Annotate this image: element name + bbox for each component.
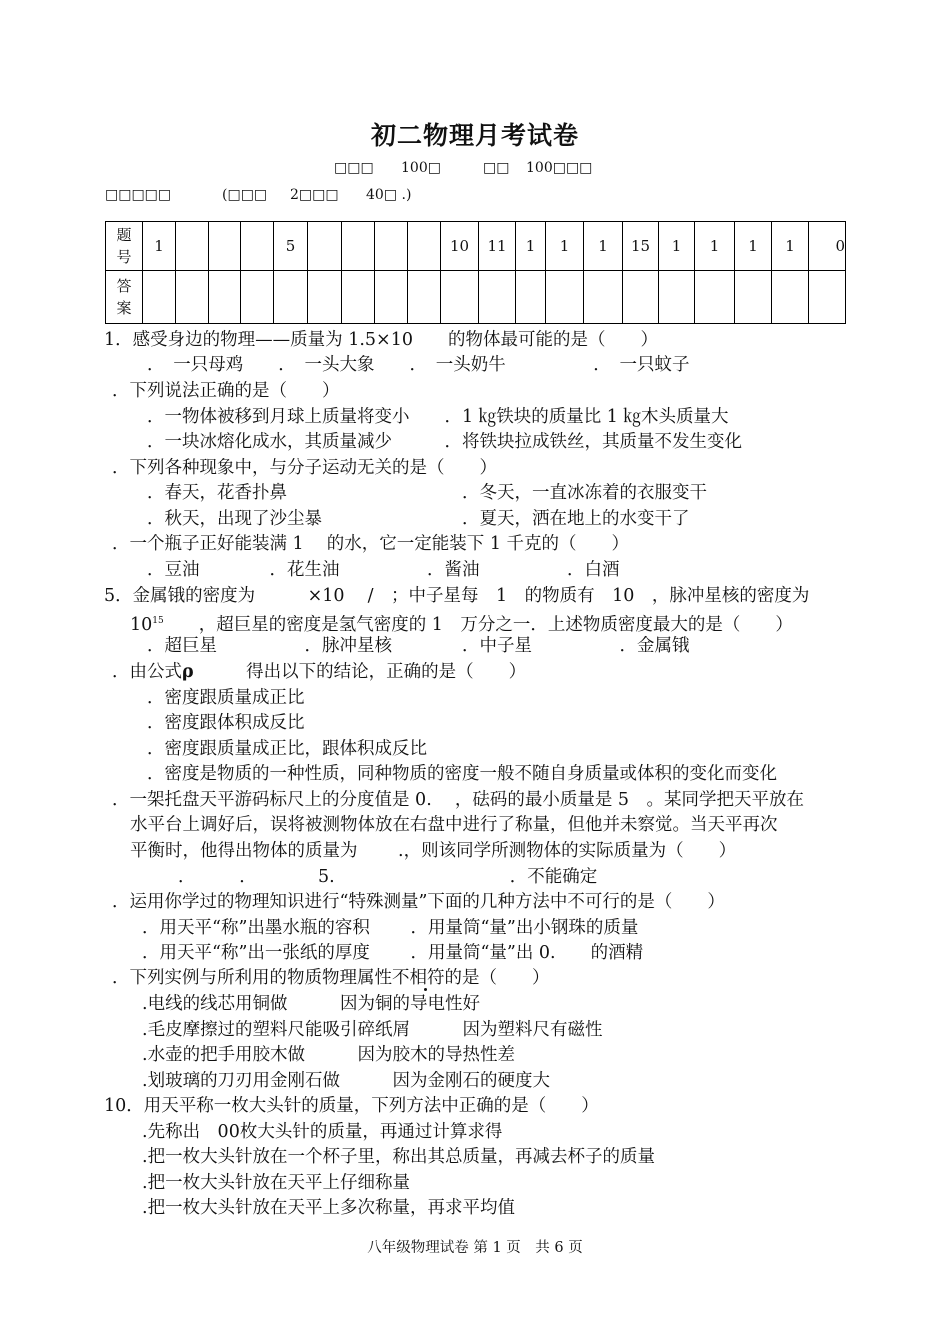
answer-cell[interactable] [209,271,241,324]
question-3-option-line-1: ．春天，花香扑鼻 ．冬天，一直冰冻着的衣服变干 [147,483,707,503]
question-4-stem: ．一个瓶子正好能装满 1 的水，它一定能装下 1 千克的（ ） [112,534,630,554]
answer-cell[interactable] [623,271,659,324]
answer-cell[interactable] [772,271,809,324]
question-number-cell [209,222,241,271]
question-number-cell: 15 [623,222,659,271]
question-2-option-line-2: ．一块冰熔化成水，其质量减少 ．将铁块拉成铁丝，其质量不发生变化 [147,432,742,452]
answer-header: 答 案 [106,271,143,324]
answer-cell[interactable] [342,271,375,324]
question-8-stem: ．运用你学过的物理知识进行“特殊测量”下面的几种方法中不可行的是（ ） [112,892,725,912]
question-10-option-c: .把一枚大头针放在天平上仔细称量 [142,1173,411,1193]
question-2-option-line-1: ．一物体被移到月球上质量将变小 ．1 ㎏铁块的质量比 1 ㎏木头质量大 [147,407,729,427]
question-number-cell: 5 [274,222,308,271]
question-number-cell [308,222,342,271]
question-6-option-c: ．密度跟质量成正比，跟体积成反比 [147,739,427,759]
question-number-cell: 1 [695,222,735,271]
question-5-options: ．超巨星 ．脉冲星核 ．中子星 ．金属锇 [147,636,690,656]
question-number-cell: 0 [809,222,846,271]
question-number-cell: 1 [772,222,809,271]
answer-cell[interactable] [584,271,623,324]
question-number-cell [408,222,441,271]
section-note-b: 2□□□ [290,187,339,203]
answer-cell[interactable] [441,271,479,324]
answer-cell[interactable] [695,271,735,324]
question-4-options: ．豆油 ．花生油 ．酱油 ．白酒 [147,560,620,580]
question-number-cell: 1 [735,222,772,271]
question-9-option-a: .电线的线芯用铜做 因为铜的导电性好 [142,994,481,1014]
question-number-cell [176,222,209,271]
section-note-a: (□□□ [222,187,268,203]
answer-cell[interactable] [479,271,516,324]
question-6-option-a: ．密度跟质量成正比 [147,688,305,708]
question-3-option-line-2: ．秋天，出现了沙尘暴 ．夏天，洒在地上的水变干了 [147,509,690,529]
question-number-cell: 1 [546,222,584,271]
rho-symbol: ρ [182,662,194,682]
question-number-header: 题 号 [106,222,143,271]
emphasis-dot [424,988,427,991]
question-7-line-3: 平衡时，他得出物体的质量为 .，则该同学所测物体的实际质量为（ ） [130,841,737,861]
question-number-cell: 1 [659,222,695,271]
answer-cell[interactable] [735,271,772,324]
question-1-stem: 1．感受身边的物理——质量为 1.5×10 的物体最可能的是（ ） [104,330,658,350]
exam-meta-c: □□ [483,160,510,176]
question-2-stem: ．下列说法正确的是（ ） [112,381,340,401]
question-10-option-d: .把一枚大头针放在天平上多次称量，再求平均值 [142,1198,516,1218]
question-10-option-a: .先称出 00枚大头针的质量，再通过计算求得 [142,1122,503,1142]
question-5-line-2: $10^{15}$ ，超巨星的密度是氢气密度的 1 万分之一．上述物质密度最大的是（ ） [130,614,793,635]
answer-cell[interactable] [408,271,441,324]
answer-cell[interactable] [176,271,209,324]
question-6-stem: ．由公式ρ 得出以下的结论，正确的是（ ） [112,662,527,682]
question-1-options: ． 一只母鸡 ． 一头大象 ． 一头奶牛 ． 一只蚊子 [147,355,690,375]
question-8-option-line-2: ．用天平“称”出一张纸的厚度 ．用量筒“量”出 0. 的酒精 [142,943,644,963]
page-footer: 八年级物理试卷 第 1 页 共 6 页 [367,1240,583,1256]
exam-meta-d: 100□□□ [526,160,593,176]
answer-cell[interactable] [375,271,408,324]
answer-cell[interactable] [546,271,584,324]
page-title: 初二物理月考试卷 [370,121,579,150]
question-number-cell: 10 [441,222,479,271]
question-8-option-line-1: ．用天平“称”出墨水瓶的容积 ．用量筒“量”出小钢珠的质量 [142,918,639,938]
question-7-line-2: 水平台上调好后，误将被测物体放在右盘中进行了称量，但他并未察觉。当天平再次 [130,815,778,835]
section-label: □□□□□ [105,187,172,203]
answer-table-answer-row [106,271,846,324]
exam-meta-a: □□□ [334,160,374,176]
answer-cell[interactable] [308,271,342,324]
question-number-cell: 11 [479,222,516,271]
question-10-option-b: .把一枚大头针放在一个杯子里，称出其总质量，再减去杯子的质量 [142,1147,656,1167]
answer-cell[interactable] [241,271,274,324]
section-note-c: 40□ .) [366,187,412,203]
question-number-cell [375,222,408,271]
question-9-option-d: .划玻璃的刀刃用金刚石做 因为金刚石的硬度大 [142,1071,551,1091]
question-number-cell [342,222,375,271]
answer-table-number-row [106,222,846,271]
question-6-option-d: ．密度是物质的一种性质，同种物质的密度一般不随自身质量或体积的变化而变化 [147,764,777,784]
question-9-stem: ．下列实例与所利用的物质物理属性不相符的是（ ） [112,968,550,988]
question-number-cell: 1 [516,222,546,271]
question-7-options: ． ． 5. ．不能确定 [178,867,598,887]
answer-table [105,221,846,324]
question-number-cell [241,222,274,271]
answer-cell[interactable] [659,271,695,324]
answer-cell[interactable] [274,271,308,324]
question-10-stem: 10．用天平称一枚大头针的质量，下列方法中正确的是（ ） [104,1096,599,1116]
answer-cell[interactable] [809,271,846,324]
exam-meta-b: 100□ [401,160,441,176]
question-number-cell: 1 [143,222,176,271]
question-3-stem: ．下列各种现象中，与分子运动无关的是（ ） [112,458,497,478]
answer-cell[interactable] [143,271,176,324]
question-9-option-b: .毛皮摩擦过的塑料尺能吸引碎纸屑 因为塑料尺有磁性 [142,1020,603,1040]
question-number-cell: 1 [584,222,623,271]
question-5-stem: 5．金属锇的密度为 ×10 / ；中子星每 1 的物质有 10 ，脉冲星核的密度为 [104,586,810,606]
question-9-option-c: .水壶的把手用胶木做 因为胶木的导热性差 [142,1045,516,1065]
question-6-option-b: ．密度跟体积成反比 [147,713,305,733]
question-7-line-1: ．一架托盘天平游码标尺上的分度值是 0. ，砝码的最小质量是 5 。某同学把天平放在 [112,790,805,810]
answer-cell[interactable] [516,271,546,324]
